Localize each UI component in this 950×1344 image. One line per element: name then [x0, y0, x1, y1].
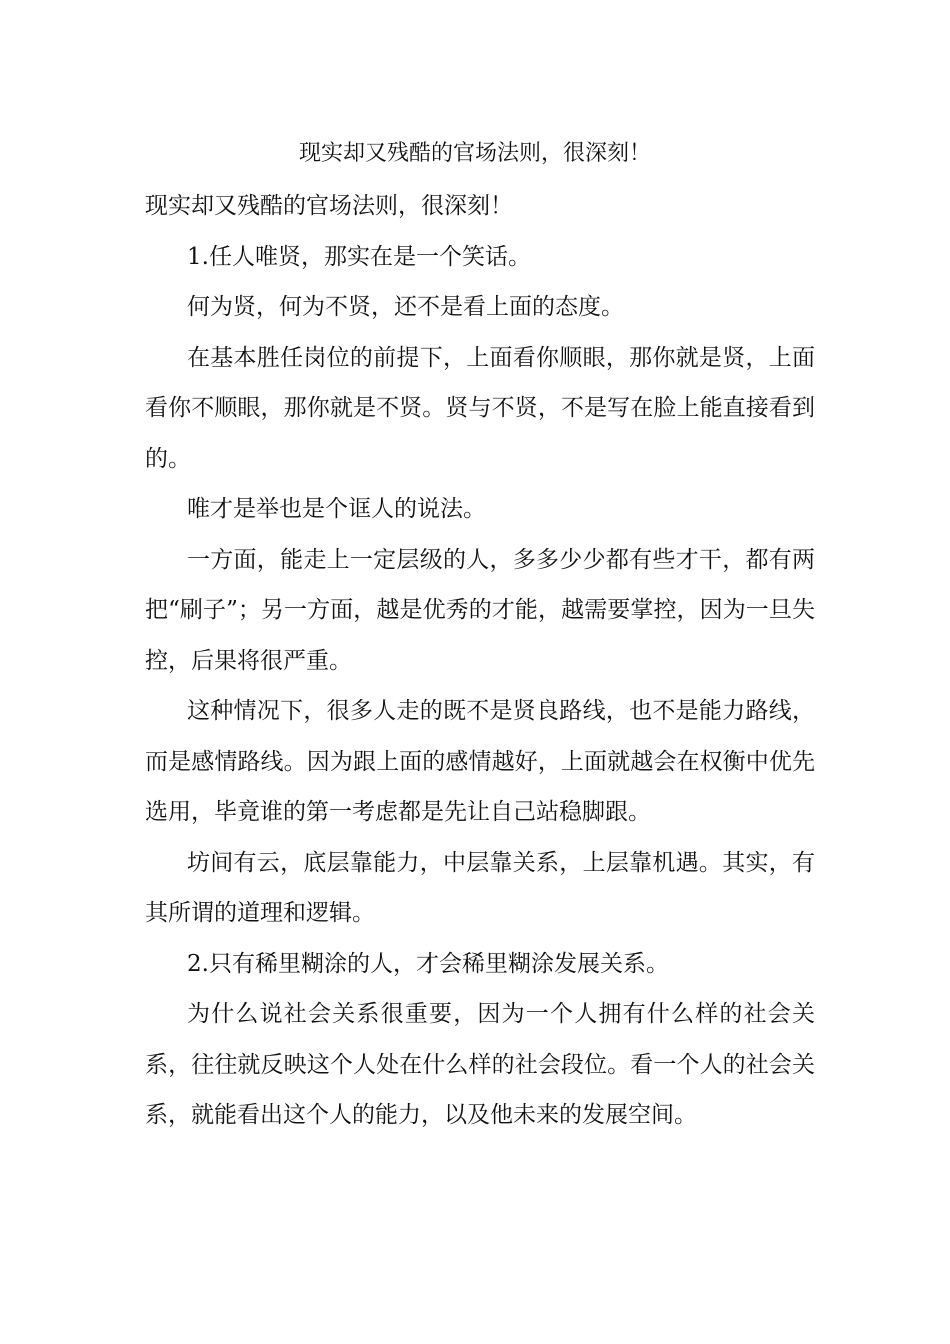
- paragraph: 唯才是举也是个诓人的说法。: [187, 496, 486, 522]
- document-title: 现实却又残酷的官场法则，很深刻！: [298, 141, 651, 166]
- document-body: [145, 181, 815, 1141]
- paragraph: 这种情况下，很多人走的既不是贤良路线，也不是能力路线，而是感情路线。因为跟上面的感情越好，上面就越会在权衡中优先选用，毕竟谁的第一考虑都是先让自己站稳脚跟。: [145, 698, 815, 825]
- paragraph: 2.只有稀里糊涂的人，才会稀里糊涂发展关系。: [187, 950, 669, 977]
- paragraph-subtitle: 现实却又残酷的官场法则，很深刻！: [145, 193, 513, 219]
- paragraph: 何为贤，何为不贤，还不是看上面的态度。: [187, 294, 624, 320]
- paragraph: 一方面，能走上一定层级的人，多多少少都有些才干，都有两把“刷子”；另一方面，越是优秀的才能，越需要掌控，因为一旦失控，后果将很严重。: [145, 546, 815, 674]
- paragraph: 1.任人唯贤，那实在是一个笑话。: [187, 243, 531, 270]
- paragraph: 在基本胜任岗位的前提下，上面看你顺眼，那你就是贤，上面看你不顺眼，那你就是不贤。贤与不贤，不是写在脸上能直接看到的。: [145, 344, 815, 472]
- paragraph: 为什么说社会关系很重要，因为一个人拥有什么样的社会关系，往往就反映这个人处在什么样的社会段位。看一个人的社会关系，就能看出这个人的能力，以及他未来的发展空间。: [145, 1001, 815, 1128]
- paragraph: 坊间有云，底层靠能力，中层靠关系，上层靠机遇。其实，有其所谓的道理和逻辑。: [145, 849, 815, 926]
